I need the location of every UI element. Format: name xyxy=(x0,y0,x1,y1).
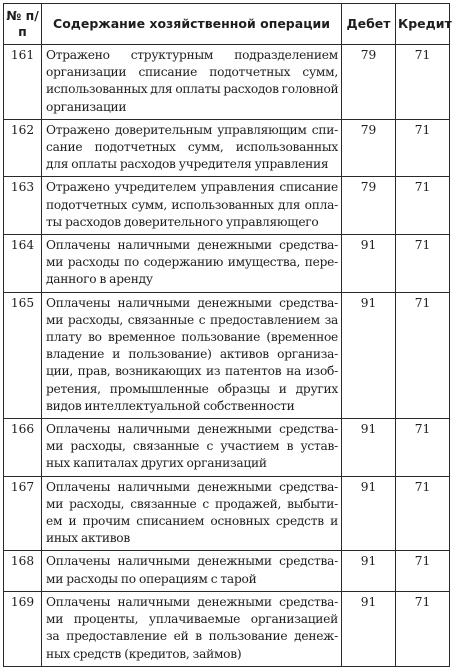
operation-description xyxy=(42,419,342,477)
debit-account: 91 xyxy=(342,419,396,477)
row-number: 163 xyxy=(4,177,42,235)
description-line: Отражено учредителем управления списание xyxy=(46,180,338,195)
description-line: ми проценты, уплачиваемые организацией xyxy=(46,612,338,627)
table-row xyxy=(4,476,450,551)
row-number: 169 xyxy=(4,591,42,666)
description-line: Отражено структурным подразделением xyxy=(46,48,338,62)
credit-account: 71 xyxy=(396,292,450,418)
description-line: Оплачены наличными денежными средства- xyxy=(46,295,338,310)
table-row xyxy=(4,292,450,418)
header-debit: Дебет xyxy=(342,4,396,45)
accounting-entries-table xyxy=(3,3,450,667)
row-number: 168 xyxy=(4,551,42,591)
operation-description xyxy=(42,45,342,120)
debit-account: 79 xyxy=(342,45,396,120)
row-number: 162 xyxy=(4,119,42,177)
table-row xyxy=(4,235,450,293)
credit-account: 71 xyxy=(396,476,450,551)
header-description: Содержание хозяйственной операции xyxy=(42,4,342,45)
description-line: ретения, промышленные образцы и других xyxy=(46,381,338,396)
row-number: 167 xyxy=(4,476,42,551)
description-line: ми расходы, связанные с продажей, выбыти- xyxy=(46,496,338,511)
description-line: за предоставление ей в пользование денеж- xyxy=(46,629,338,644)
description-line: ми расходы, связанные с предоставлением за xyxy=(46,312,338,327)
description-line: подотчетных сумм, использованных для опла- xyxy=(46,197,338,212)
description-line: ми расходы, связанные с участием в устав- xyxy=(46,439,338,454)
debit-account: 91 xyxy=(342,235,396,293)
description-line: ми расходы по содержанию имущества, пере- xyxy=(46,255,338,270)
operation-description xyxy=(42,119,342,177)
operation-description xyxy=(42,292,342,418)
description-line: организации xyxy=(46,99,127,114)
description-line: организации списание подотчетных сумм, xyxy=(46,65,338,80)
debit-account: 91 xyxy=(342,591,396,666)
description-line: ных средств (кредитов, займов) xyxy=(46,646,242,661)
description-line: владение и пользование) активов организа- xyxy=(46,347,338,362)
table-row xyxy=(4,551,450,591)
header-row xyxy=(4,4,450,45)
header-credit: Кредит xyxy=(396,4,450,45)
credit-account: 71 xyxy=(396,235,450,293)
header-number: № п/п xyxy=(4,4,42,45)
debit-account: 79 xyxy=(342,177,396,235)
table-header xyxy=(4,4,450,45)
operation-description xyxy=(42,476,342,551)
credit-account: 71 xyxy=(396,177,450,235)
table-body xyxy=(4,45,450,667)
table-row xyxy=(4,45,450,120)
description-line: Оплачены наличными денежными средства- xyxy=(46,554,338,569)
description-line: Оплачены наличными денежными средства- xyxy=(46,238,338,253)
row-number: 166 xyxy=(4,419,42,477)
table-row xyxy=(4,177,450,235)
operation-description xyxy=(42,235,342,293)
description-line: для оплаты расходов учредителя управления xyxy=(46,157,329,172)
description-line: Оплачены наличными денежными средства- xyxy=(46,594,338,609)
operation-description xyxy=(42,177,342,235)
description-line: видов интеллектуальной собственности xyxy=(46,398,295,413)
operation-description xyxy=(42,551,342,591)
description-line: использованных для оплаты расходов головной xyxy=(46,82,339,97)
description-line: данного в аренду xyxy=(46,272,153,287)
description-line: ных капиталах других организаций xyxy=(46,456,267,471)
credit-account: 71 xyxy=(396,591,450,666)
table-row xyxy=(4,419,450,477)
debit-account: 91 xyxy=(342,292,396,418)
description-line: ты расходов доверительного управляющего xyxy=(46,214,319,229)
row-number: 164 xyxy=(4,235,42,293)
debit-account: 91 xyxy=(342,476,396,551)
description-line: иных активов xyxy=(46,531,131,546)
description-line: плату во временное пользование (временное xyxy=(46,330,338,345)
operation-description xyxy=(42,591,342,666)
credit-account: 71 xyxy=(396,119,450,177)
debit-account: 79 xyxy=(342,119,396,177)
row-number: 161 xyxy=(4,45,42,120)
table-row xyxy=(4,119,450,177)
description-line: Оплачены наличными денежными средства- xyxy=(46,479,338,494)
credit-account: 71 xyxy=(396,419,450,477)
table-row xyxy=(4,591,450,666)
credit-account: 71 xyxy=(396,45,450,120)
debit-account: 91 xyxy=(342,551,396,591)
description-line: Оплачены наличными денежными средства- xyxy=(46,422,338,437)
credit-account: 71 xyxy=(396,551,450,591)
description-line: ции, прав, возникающих из патентов на изоб- xyxy=(46,364,338,379)
row-number: 165 xyxy=(4,292,42,418)
description-line: сание подотчетных сумм, использованных xyxy=(46,140,338,155)
description-line: ем и прочим списанием основных средств и xyxy=(46,514,338,529)
description-line: ми расходы по операциям с тарой xyxy=(46,571,257,586)
description-line: Отражено доверительным управляющим спи- xyxy=(46,122,338,137)
